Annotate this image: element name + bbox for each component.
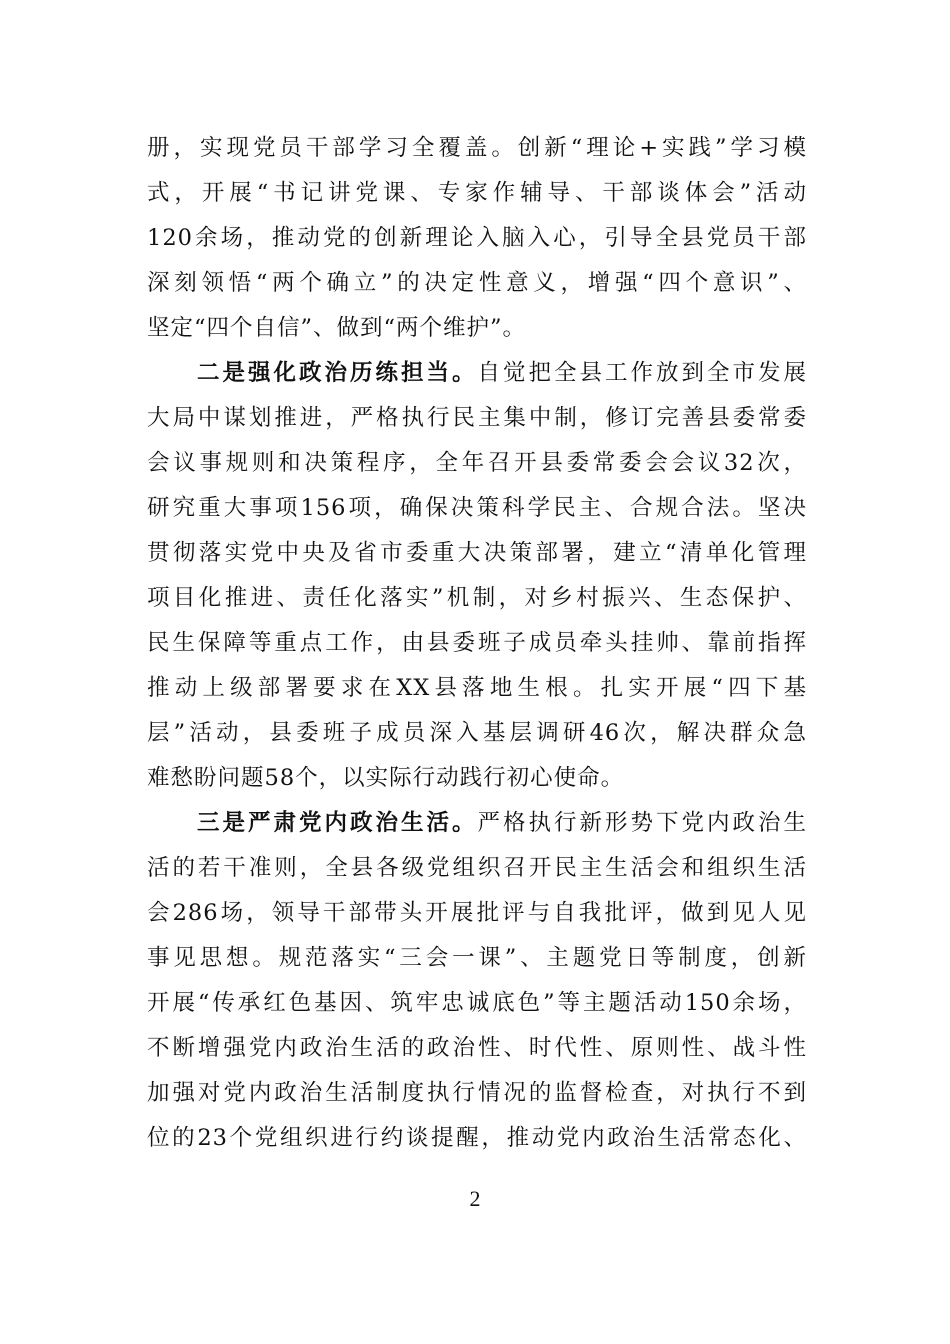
paragraph-political-training [147,351,807,801]
paragraph-first-line-text: 严格执行新形势下党内政治生 [477,810,807,836]
text-line: 层”活动，县委班子成员深入基层调研46次，解决群众急 [147,720,807,746]
paragraph-first-line-text: 自觉把全县工作放到全市发展 [477,360,807,386]
text-line: 项目化推进、责任化落实”机制，对乡村振兴、生态保护、 [147,585,807,611]
page-number: 2 [469,1186,481,1211]
paragraph-first-line [147,801,807,846]
text-line: 加强对党内政治生活制度执行情况的监督检查，对执行不到 [147,1080,807,1106]
document-body [147,126,807,1161]
text-line: 深刻领悟“两个确立”的决定性意义，增强“四个意识”、 [147,270,807,296]
paragraph-lead-heading: 二是强化政治历练担当。 [197,360,478,386]
text-line: 研究重大事项156项，确保决策科学民主、合规合法。坚决 [147,495,807,521]
text-line: 坚定“四个自信”、做到“两个维护”。 [147,315,527,341]
text-line: 贯彻落实党中央及省市委重大决策部署，建立“清单化管理 [147,540,807,566]
text-line: 册，实现党员干部学习全覆盖。创新“理论+实践”学习模 [147,135,807,161]
text-line: 事见思想。规范落实“三会一课”、主题党日等制度，创新 [147,945,807,971]
text-line: 开展“传承红色基因、筑牢忠诚底色”等主题活动150余场， [147,990,807,1016]
text-line: 位的23个党组织进行约谈提醒，推动党内政治生活常态化、 [147,1125,807,1151]
paragraph-lead-heading: 三是严肃党内政治生活。 [197,810,478,836]
text-line: 不断增强党内政治生活的政治性、时代性、原则性、战斗性 [147,1035,807,1061]
text-line: 活的若干准则，全县各级党组织召开民主生活会和组织生活 [147,855,807,881]
text-line: 会286场，领导干部带头开展批评与自我批评，做到见人见 [147,900,807,926]
text-line: 大局中谋划推进，严格执行民主集中制，修订完善县委常委 [147,405,807,431]
paragraph-first-line [147,351,807,396]
text-line: 式，开展“书记讲党课、专家作辅导、干部谈体会”活动 [147,180,807,206]
text-line: 120余场，推动党的创新理论入脑入心，引导全县党员干部 [147,225,807,251]
text-line: 会议事规则和决策程序，全年召开县委常委会会议32次， [147,450,807,476]
text-line: 难愁盼问题58个，以实际行动践行初心使命。 [147,765,625,791]
text-line: 推动上级部署要求在XX县落地生根。扎实开展“四下基 [147,675,807,701]
text-line: 民生保障等重点工作，由县委班子成员牵头挂帅、靠前指挥 [147,630,807,656]
paragraph-inner-party-life [147,801,807,1161]
paragraph-learning-coverage [147,126,807,351]
